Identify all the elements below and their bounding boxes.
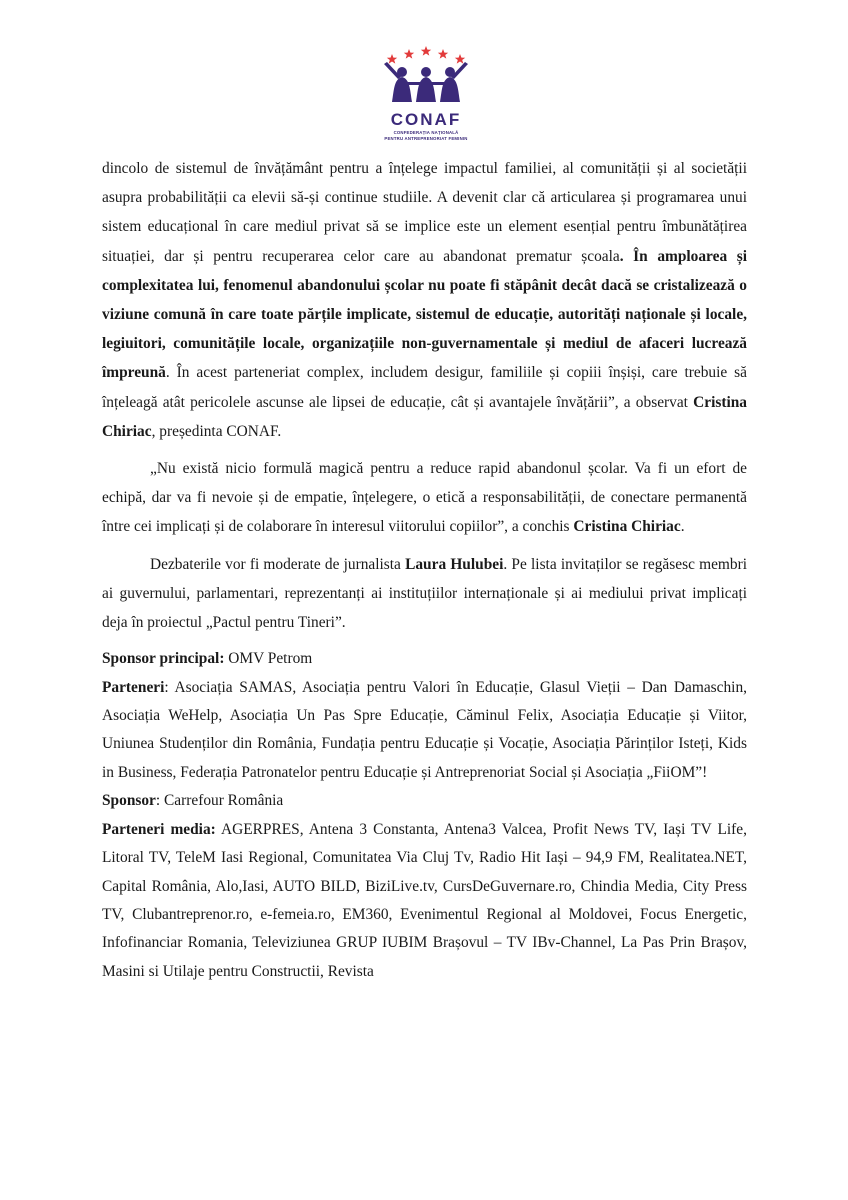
sponsor-principal-label: Sponsor principal: xyxy=(102,650,225,668)
speaker-name: Cristina Chiriac xyxy=(102,393,747,440)
text-run: dincolo de sistemul de învățământ pentru a înțelege impactul familiei, al comunității și al societății asupra probabilității ca elevii să-și continue studiile. A devenit clar că articularea și programarea unui sistem educațional în care mediul privat să se implice este un element esențial pentru îmbunătățirea situației, dar și pentru recuperarea celor care au abandonat prematur școala xyxy=(102,160,747,265)
parteneri-value: : Asociația SAMAS, Asociația pentru Valori în Educație, Glasul Vieții – Dan Damaschin, Asociația WeHelp, Asociația Un Pas Spre Educație, Căminul Felix, Asociația Educație și Viitor, Uniunea Studenților din România, Fundația pentru Educație și Vocație, Asociația Părinților Isteți, Kids in Business, Federația Patronatelor pentru Educație și Antreprenoriat Social și Asociația „FiiOM”! xyxy=(102,678,747,781)
conaf-logo xyxy=(372,46,480,146)
logo-subtitle-line2: PENTRU ANTREPRENORIAT FEMININ xyxy=(384,136,468,141)
sponsor-principal xyxy=(102,645,747,673)
parteneri-media xyxy=(102,816,747,986)
conaf-emblem-icon xyxy=(372,46,480,110)
text-run: , președinta CONAF. xyxy=(151,422,282,440)
text-run: „Nu există nicio formulă magică pentru a reduce rapid abandonul școlar. Va fi un efort de echipă, dar va fi nevoie și de empatie, înțelegere, o etică a responsabilității, de conectare permanentă între cei implicați și de colaborare în interesul viitorului copiilor”, a conchis xyxy=(102,460,747,536)
text-run: . Pe lista invitaților se regăsesc membri ai guvernului, parlamentari, reprezentanți ai instituțiilor internaționale și ai mediului privat implicați deja în proiectul „Pactul pentru Tineri”. xyxy=(102,555,747,632)
parteneri-label: Parteneri xyxy=(102,678,165,696)
text-run: Dezbaterile vor fi moderate de jurnalista xyxy=(150,555,406,573)
paragraph-3 xyxy=(102,550,747,638)
paragraph-1 xyxy=(102,154,747,446)
parteneri xyxy=(102,674,747,788)
parteneri-media-value: AGERPRES, Antena 3 Constanta, Antena3 Valcea, Profit News TV, Iași TV Life, Litoral TV, TeleM Iasi Regional, Comunitatea Via Cluj Tv, Radio Hit Iași – 94,9 FM, Realitatea.NET, Capital România, Alo,Iasi, AUTO BILD, BiziLive.tv, CursDeGuvernare.ro, Chindia Media, City Press TV, Clubantreprenor.ro, e-femeia.ro, EM360, Evenimentul Regional al Moldovei, Focus Energetic, Infofinanciar Romania, Televiziunea GRUP IUBIM Brașovul – TV IBv-Channel, La Pas Prin Brașov, Masini si Utilaje pentru Constructii, Revista xyxy=(102,820,747,980)
sponsor-label: Sponsor xyxy=(102,792,156,810)
sponsor xyxy=(102,787,747,815)
sponsor-value: : Carrefour România xyxy=(155,792,284,810)
bold-text-run: . În amploarea și complexitatea lui, fenomenul abandonului școlar nu poate fi stăpânit decât dacă se cristalizează o viziune comună în care toate părțile implicate, sistemul de educație, autorități naționale și locale, legiuitori, comunitățile locale, organizațiile non-guvernamentale și mediul de afaceri lucrează împreună xyxy=(102,247,747,382)
parteneri-media-label: Parteneri media: xyxy=(102,820,216,838)
logo-wordmark: CONAF xyxy=(390,110,462,129)
speaker-name: Cristina Chiriac xyxy=(573,518,681,536)
paragraph-2 xyxy=(102,454,747,542)
text-run: . În acest parteneriat complex, includem desigur, familiile și copiii înșiși, care trebuie să înțeleagă atât pericolele ascunse ale lipsei de educație, cât și avantajele învățării”, a observat xyxy=(102,364,747,411)
text-run: . xyxy=(680,518,685,536)
document-body xyxy=(102,154,747,986)
logo-subtitle-line1: CONFEDERAȚIA NAȚIONALĂ xyxy=(393,130,459,135)
sponsor-principal-value: OMV Petrom xyxy=(224,650,313,668)
moderator-name: Laura Hulubei xyxy=(405,555,504,573)
